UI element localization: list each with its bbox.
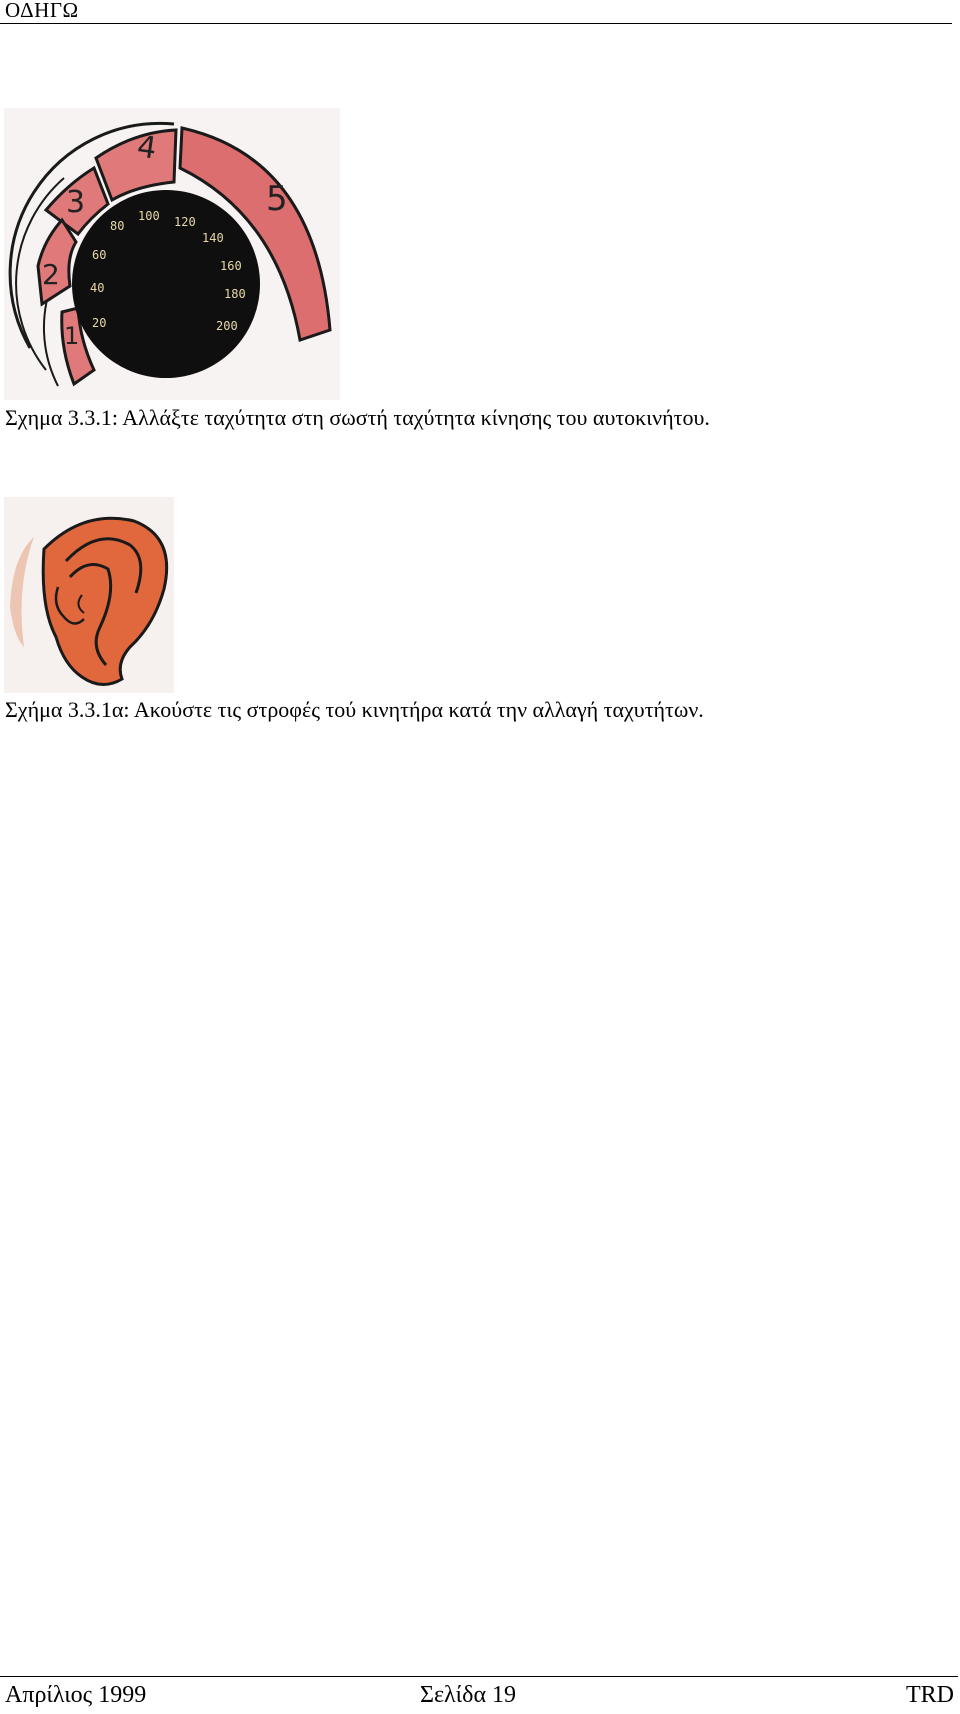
header-divider [0, 23, 952, 24]
speedometer-gear-illustration [4, 108, 340, 400]
figure-caption-1: Σχημα 3.3.1: Αλλάξτε ταχύτητα στη σωστή ταχύτητα κίνησης του αυτοκινήτου. [5, 405, 710, 430]
page-header-title: ΟΔΗΓΩ [5, 0, 79, 22]
speed-tick-140: 140 [202, 231, 224, 245]
gear-label-5: 5 [266, 179, 288, 219]
speed-tick-60: 60 [92, 248, 107, 262]
gear-label-1: 1 [64, 322, 80, 350]
footer-date: Απρίλιος 1999 [5, 1682, 147, 1708]
footer-code: TRD [906, 1682, 954, 1708]
ear-illustration [4, 497, 174, 693]
speed-tick-200: 200 [216, 319, 238, 333]
gear-label-2: 2 [42, 258, 60, 291]
footer-page-number: Σελίδα 19 [420, 1682, 517, 1708]
speed-tick-180: 180 [224, 287, 246, 301]
figure-caption-2: Σχήμα 3.3.1α: Ακούστε τις στροφές τού κινητήρα κατά την αλλαγή ταχυτήτων. [5, 697, 704, 722]
speed-tick-20: 20 [92, 316, 107, 330]
speed-tick-120: 120 [174, 215, 196, 229]
speed-tick-40: 40 [90, 281, 105, 295]
speed-tick-100: 100 [138, 209, 160, 223]
footer-divider [0, 1676, 958, 1677]
gear-label-3: 3 [66, 185, 86, 220]
gear-label-4: 4 [134, 129, 159, 167]
speed-tick-80: 80 [110, 219, 125, 233]
speed-tick-160: 160 [220, 259, 242, 273]
